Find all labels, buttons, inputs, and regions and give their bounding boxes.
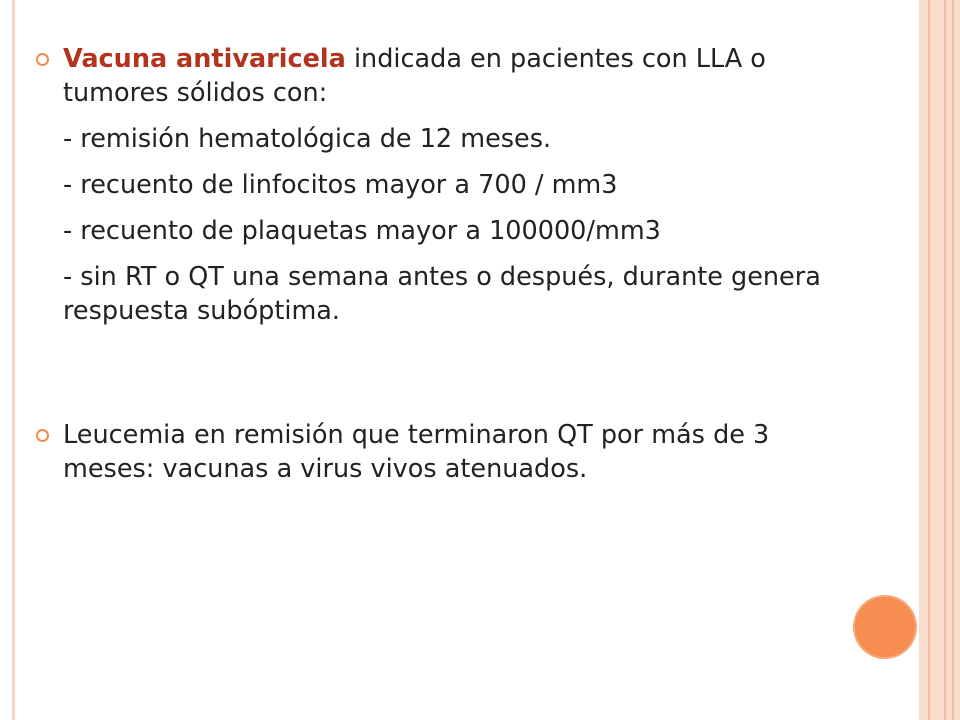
left-border-rule <box>12 0 15 720</box>
sub-item-lymphocytes: - recuento de linfocitos mayor a 700 / mm3 <box>63 170 618 200</box>
sub-item-platelets: - recuento de plaquetas mayor a 100000/mm3 <box>63 216 661 246</box>
bullet-text: Leucemia en remisión que terminaron QT por más de 3 meses: vacunas a virus vivos atenuados. <box>63 420 770 484</box>
right-border-stripe <box>919 0 928 720</box>
slide-content <box>36 42 846 486</box>
right-border-stripe <box>930 0 944 720</box>
sub-item-rt-qt: - sin RT o QT una semana antes o después, durante genera respuesta subóptima. <box>63 262 821 326</box>
bullet-highlight-text: Vacuna antivaricela <box>63 44 346 74</box>
decorative-circle <box>855 597 915 657</box>
bullet-circle-icon <box>36 429 49 442</box>
bullet-circle-icon <box>36 53 49 66</box>
spacer <box>36 328 846 418</box>
bullet-item-leukemia <box>36 418 846 486</box>
sub-item-remission: - remisión hematológica de 12 meses. <box>63 124 552 154</box>
bullet-item-vaccine <box>36 42 846 110</box>
bullet-text: indicada en pacientes con LLA o tumores sólidos con: <box>63 44 766 108</box>
right-border-stripe <box>954 0 960 720</box>
